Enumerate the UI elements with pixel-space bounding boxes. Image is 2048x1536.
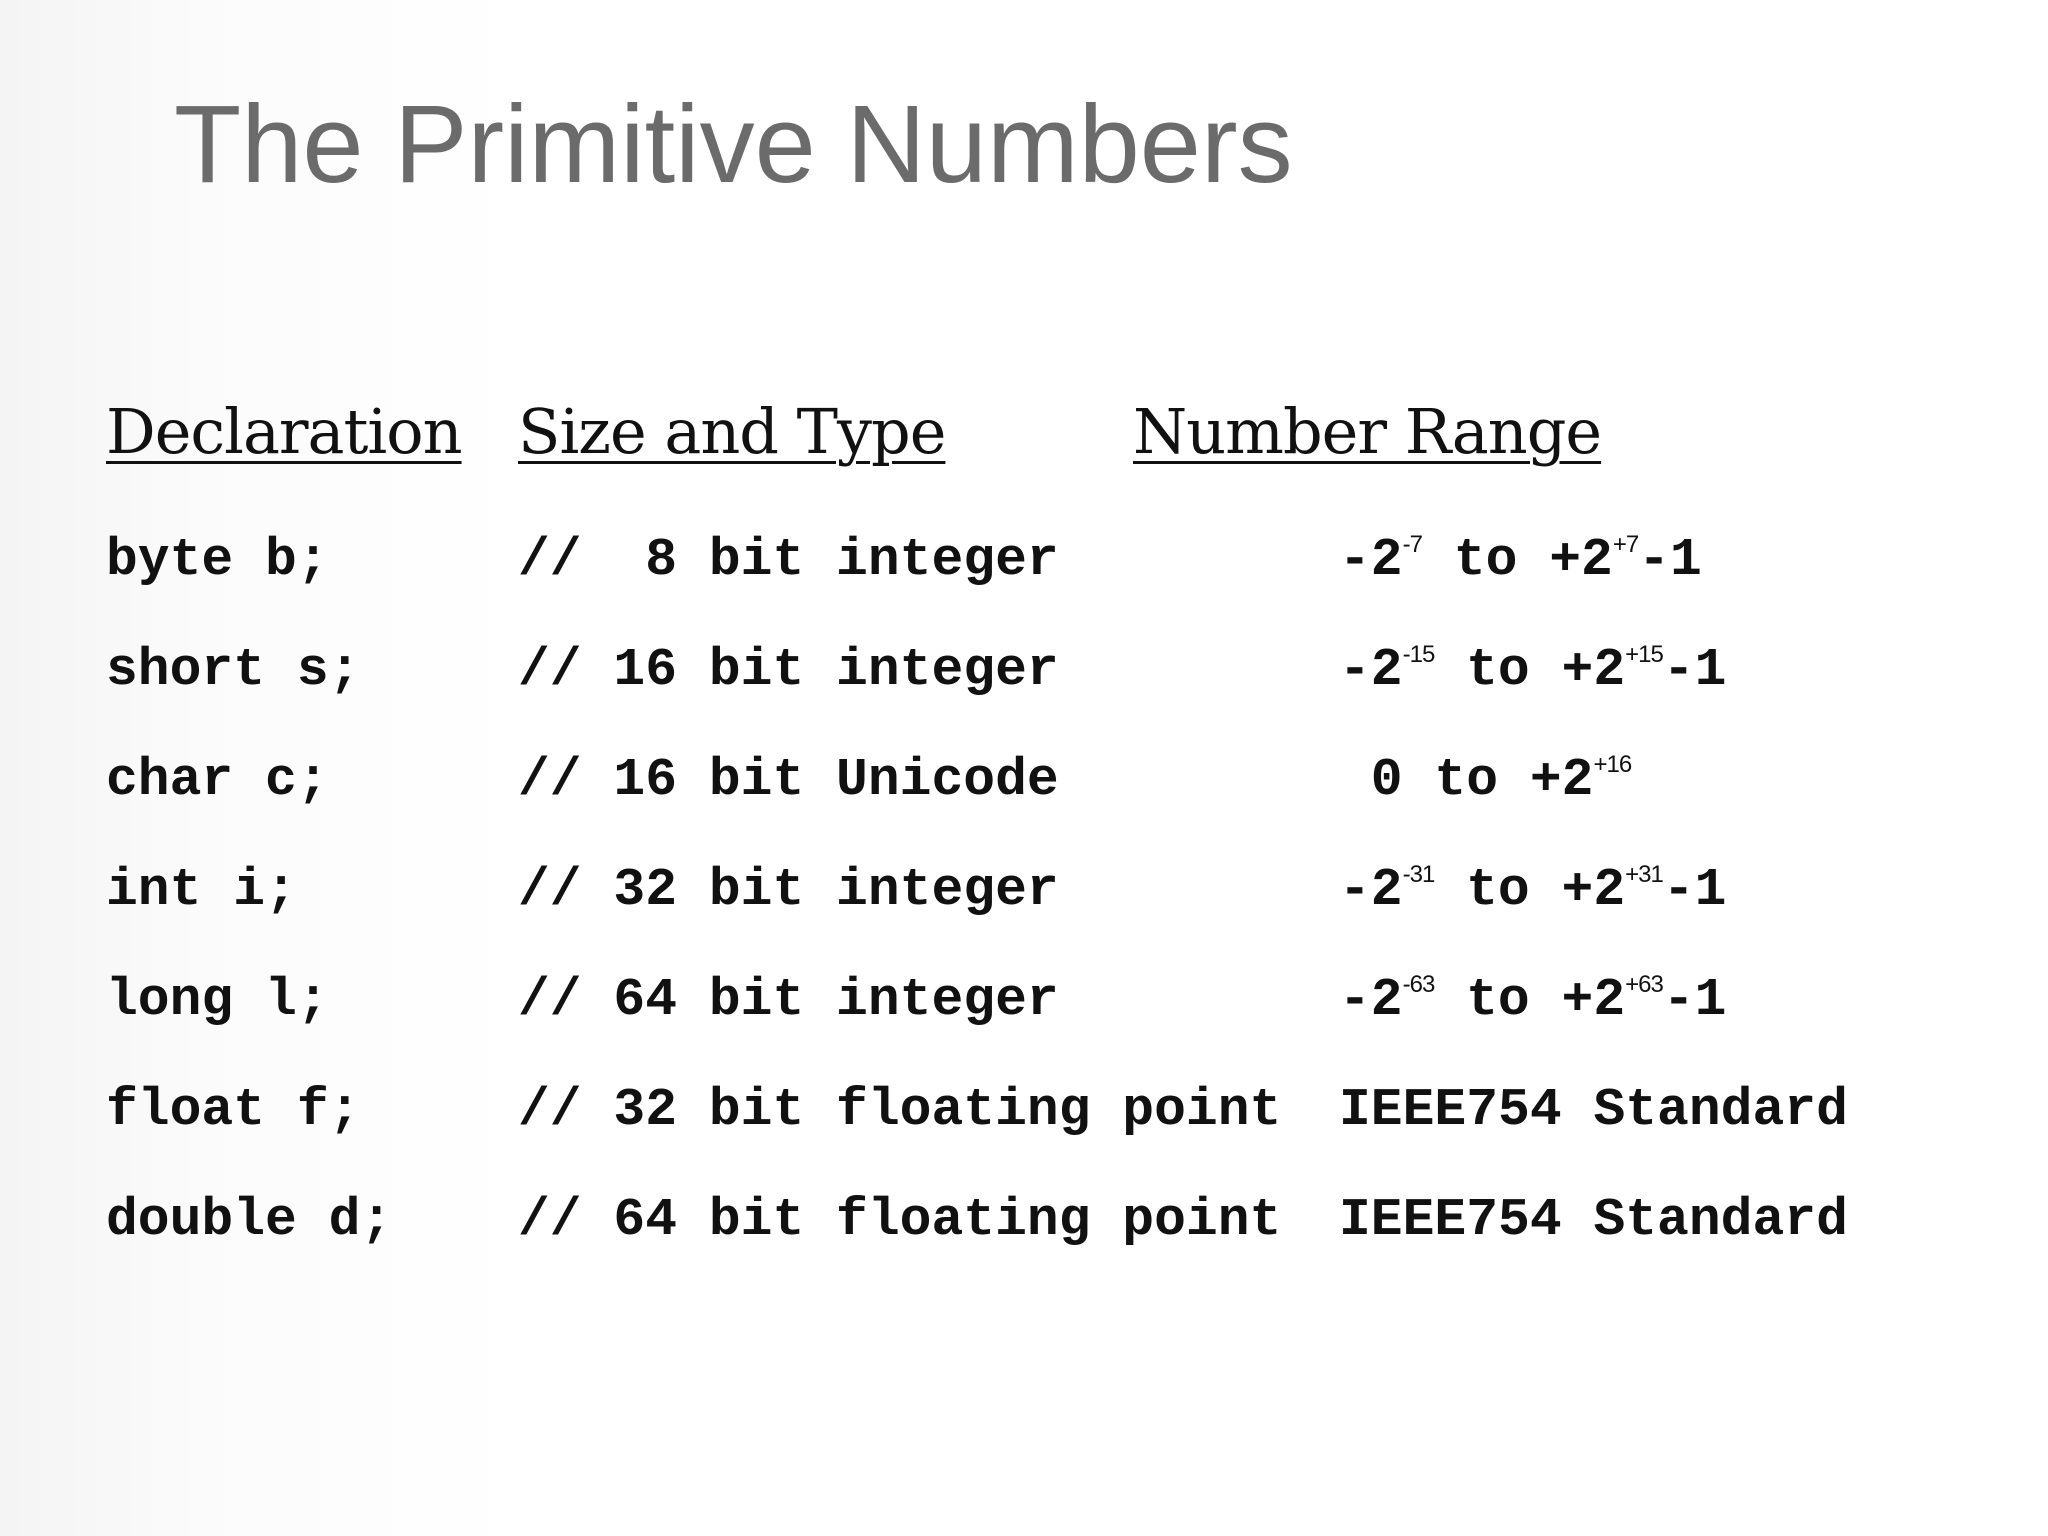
size-and-type-cell: // 16 bit integer <box>518 640 1059 700</box>
range-base: -2 <box>1339 970 1403 1030</box>
range-min-exponent: -31 <box>1402 861 1435 888</box>
declaration-cell: short s; <box>106 640 361 700</box>
table-row-char <box>0 740 2048 820</box>
table-row-long <box>0 960 2048 1040</box>
range-connector: to +2 <box>1421 530 1613 590</box>
size-and-type-cell: // 32 bit floating point <box>518 1080 1282 1140</box>
range-max-exponent: +16 <box>1593 751 1632 778</box>
size-and-type-cell: // 8 bit integer <box>518 530 1059 590</box>
range-max-exponent: +31 <box>1625 861 1663 888</box>
range-min-exponent: -63 <box>1402 971 1435 998</box>
table-row-int <box>0 850 2048 930</box>
range-min-exponent: -7 <box>1402 531 1422 558</box>
range-min-exponent: -15 <box>1402 641 1435 668</box>
size-and-type-cell: // 16 bit Unicode <box>518 750 1059 810</box>
declaration-cell: double d; <box>106 1190 393 1250</box>
declaration-cell: float f; <box>106 1080 361 1140</box>
table-row-byte <box>0 520 2048 600</box>
slide-title: The Primitive Numbers <box>174 83 1293 206</box>
range-offset: -1 <box>1662 640 1727 700</box>
number-range-cell <box>1339 630 1727 710</box>
number-range-cell: IEEE754 Standard <box>1339 1080 1848 1140</box>
header-number-range: Number Range <box>1133 395 1602 468</box>
range-max-exponent: +15 <box>1625 641 1663 668</box>
declaration-cell: byte b; <box>106 530 329 590</box>
range-max-exponent: +63 <box>1625 971 1663 998</box>
header-declaration: Declaration <box>106 395 462 468</box>
number-range-cell: IEEE754 Standard <box>1339 1190 1848 1250</box>
number-range-cell <box>1339 520 1702 600</box>
table-row-short <box>0 630 2048 710</box>
number-range-cell <box>1339 740 1631 820</box>
size-and-type-cell: // 64 bit floating point <box>518 1190 1282 1250</box>
table-row-float <box>0 1070 2048 1150</box>
number-range-cell <box>1339 960 1727 1040</box>
range-connector: to +2 <box>1434 970 1626 1030</box>
range-connector: to +2 <box>1434 860 1626 920</box>
range-offset: -1 <box>1662 970 1727 1030</box>
range-offset: -1 <box>1638 530 1702 590</box>
range-base: -2 <box>1339 530 1403 590</box>
size-and-type-cell: // 32 bit integer <box>518 860 1059 920</box>
range-offset: -1 <box>1662 860 1727 920</box>
size-and-type-cell: // 64 bit integer <box>518 970 1059 1030</box>
table-row-double <box>0 1180 2048 1260</box>
range-base: -2 <box>1339 860 1403 920</box>
header-size-and-type: Size and Type <box>518 395 946 468</box>
range-base: 0 to +2 <box>1339 750 1594 810</box>
range-base: -2 <box>1339 640 1403 700</box>
number-range-cell <box>1339 850 1727 930</box>
range-connector: to +2 <box>1434 640 1626 700</box>
range-max-exponent: +7 <box>1612 531 1639 558</box>
declaration-cell: int i; <box>106 860 297 920</box>
declaration-cell: char c; <box>106 750 329 810</box>
declaration-cell: long l; <box>106 970 329 1030</box>
